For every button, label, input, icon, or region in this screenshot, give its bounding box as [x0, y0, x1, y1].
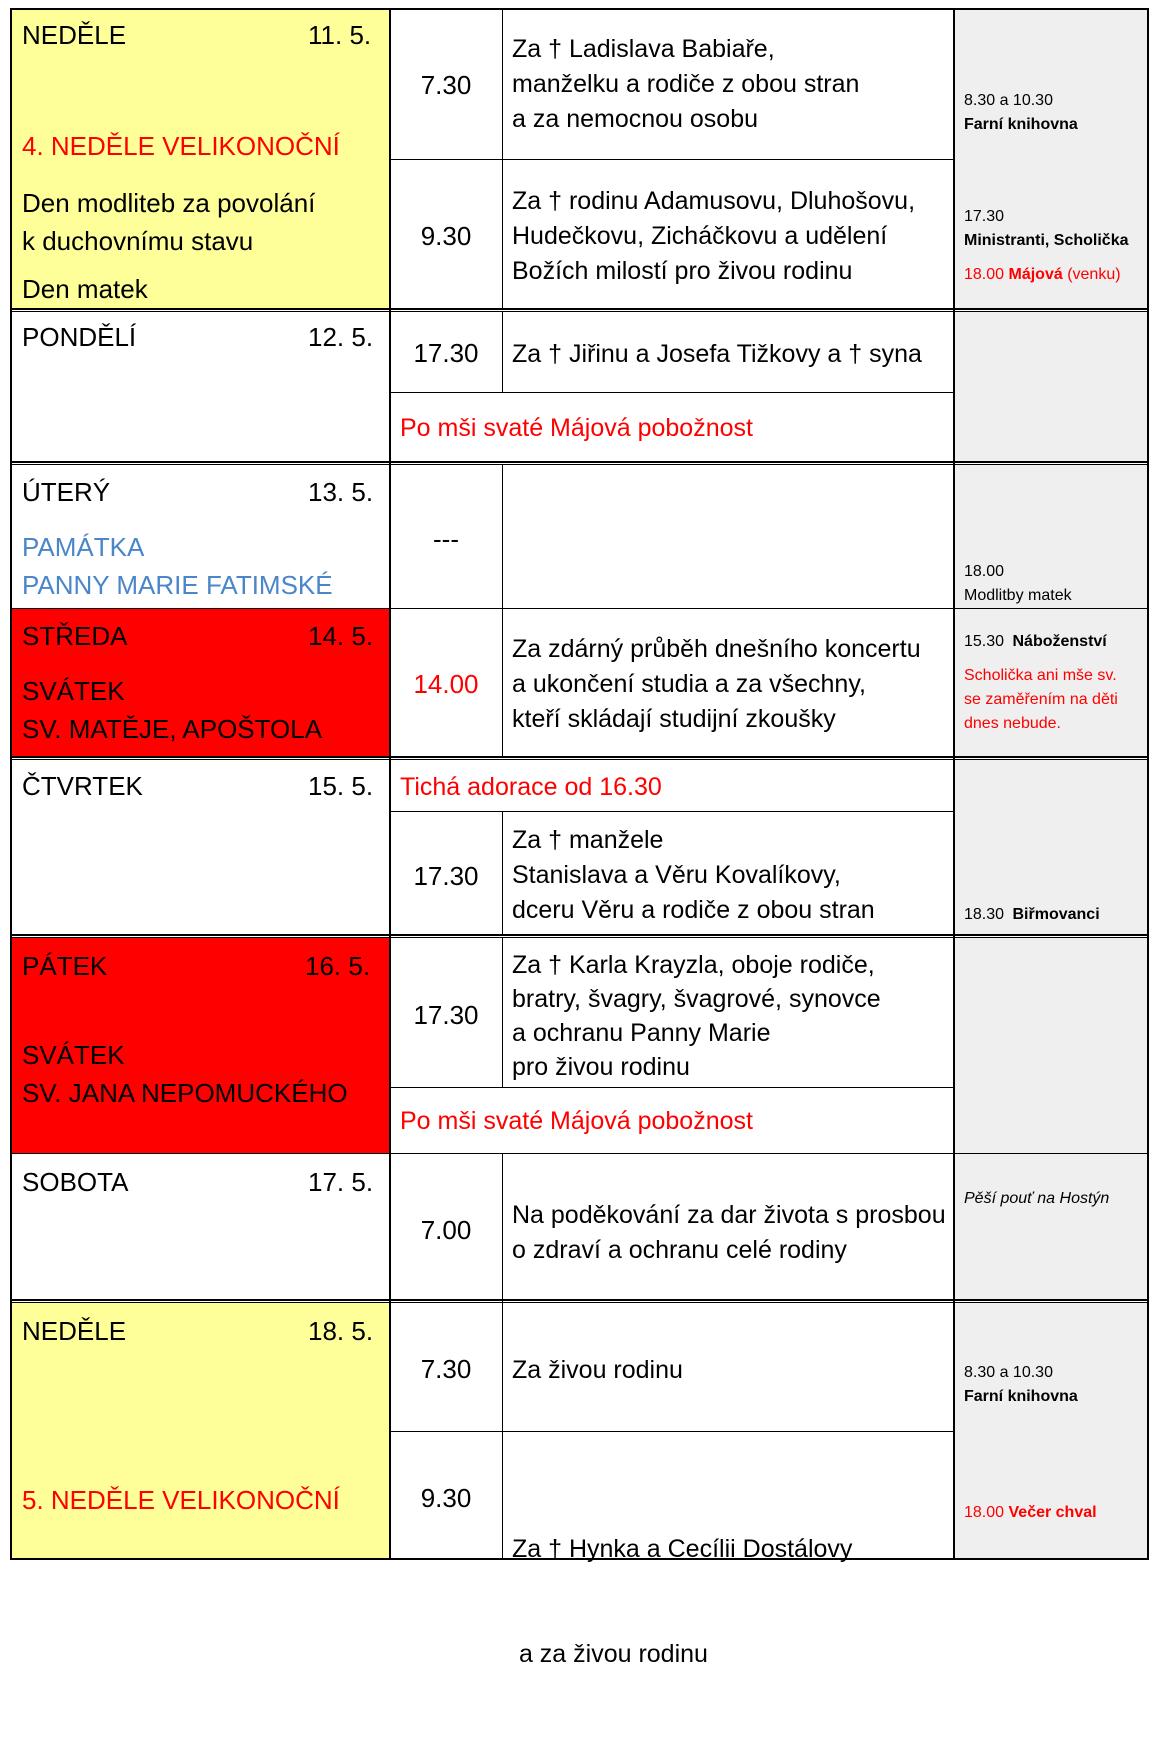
liturgical-title: PAMÁTKA	[22, 532, 145, 562]
grid-line	[10, 8, 1149, 10]
mass-time: 7.30	[420, 70, 472, 100]
grid-line	[953, 8, 955, 1560]
grid-line	[10, 934, 1149, 936]
note-time: 18.30	[964, 906, 1005, 923]
note-activity: Pěší pouť na Hostýn	[964, 1190, 1110, 1207]
liturgical-title: 5. NEDĚLE VELIKONOČNÍ	[22, 1485, 340, 1515]
day-date: 15. 5.	[308, 771, 374, 801]
note-time: 15.30	[964, 633, 1005, 650]
mass-time: 7.30	[420, 1354, 472, 1384]
day-note-line: k duchovnímu stavu	[22, 226, 254, 256]
intent-line: kteří skládají studijní zkoušky	[512, 705, 836, 733]
intent-line: Za † manžele	[512, 826, 664, 854]
mass-intention	[512, 337, 922, 372]
intent-line: a za nemocnou osobu	[512, 105, 759, 133]
after-mass-note: Po mši svaté Májová pobožnost	[400, 414, 753, 442]
note-time: 8.30 a 10.30	[964, 1364, 1053, 1381]
day-name: PONDĚLÍ	[22, 322, 137, 352]
note-time: 18.00	[964, 1504, 1005, 1521]
day-note-line: Den modliteb za povolání	[22, 188, 316, 218]
before-mass-note: Tichá adorace od 16.30	[400, 773, 662, 801]
day-date: 13. 5.	[308, 477, 374, 507]
grid-line	[10, 1302, 1149, 1303]
grid-line	[390, 159, 954, 160]
grid-line	[502, 312, 503, 393]
intent-line: Za † Hynka a Cecílii Dostálovy	[512, 1535, 853, 1563]
note-activity: Májová	[1008, 266, 1063, 283]
liturgical-title: SVÁTEK	[22, 1040, 125, 1070]
mass-time: 7.00	[420, 1215, 472, 1245]
note-detail: (venku)	[1067, 266, 1121, 283]
liturgical-title: SV. JANA NEPOMUCKÉHO	[22, 1078, 348, 1108]
grid-line	[10, 1299, 1149, 1301]
note-line	[964, 903, 1100, 927]
intent-line: Stanislava a Věru Kovalíkovy,	[512, 861, 841, 889]
note-time	[964, 263, 1121, 287]
mass-intention	[512, 632, 921, 737]
grid-line	[390, 1431, 954, 1432]
grid-line	[10, 311, 1149, 312]
liturgical-title: SV. MATĚJE, APOŠTOLA	[22, 714, 323, 744]
day-date: 12. 5.	[308, 322, 374, 352]
mass-intention	[512, 948, 881, 1084]
note-activity: Náboženství	[1012, 633, 1107, 650]
intent-line: Za živou rodinu	[512, 1356, 683, 1384]
intent-line: Za † Ladislava Babiaře,	[512, 35, 775, 63]
day-note-line: Den matek	[22, 274, 148, 304]
day-date: 18. 5.	[308, 1316, 374, 1346]
notes-bg-6	[954, 938, 1148, 1154]
note-activity: Farní knihovna	[964, 116, 1078, 133]
intent-line: Na poděkování za dar života s prosbou	[512, 1201, 946, 1229]
notes-bg-7	[954, 1154, 1148, 1300]
note-activity: Modlitby matek	[964, 587, 1072, 604]
day-name: NEDĚLE	[22, 20, 127, 50]
intent-line: o zdraví a ochranu celé rodiny	[512, 1236, 847, 1264]
grid-line	[1147, 8, 1149, 1560]
mass-intention	[512, 823, 875, 928]
note-time: 18.00	[964, 563, 1005, 580]
grid-line	[10, 756, 1149, 758]
intent-line: manželku a rodiče z obou stran	[512, 70, 860, 98]
day-date: 14. 5.	[308, 621, 374, 651]
grid-line	[10, 464, 1149, 465]
mass-time: ---	[433, 524, 459, 554]
liturgical-title: 4. NEDĚLE VELIKONOČNÍ	[22, 131, 340, 161]
mass-intention	[512, 1198, 946, 1268]
note-activity: Farní knihovna	[964, 1388, 1078, 1405]
grid-line	[390, 811, 954, 812]
day-date: 11. 5.	[308, 20, 372, 50]
intent-line: pro živou rodinu	[512, 1053, 690, 1081]
day-name: STŘEDA	[22, 621, 128, 651]
note-time-value: 18.00	[964, 266, 1005, 283]
grid-line	[10, 608, 1149, 609]
grid-line	[502, 812, 503, 936]
grid-line	[502, 465, 503, 757]
intent-line: Hudečkovu, Zicháčkovu a udělení	[512, 222, 888, 250]
day-name: SOBOTA	[22, 1167, 129, 1197]
intent-line: a za živou rodinu	[512, 1640, 708, 1668]
notes-bg-2	[954, 312, 1148, 462]
grid-line	[10, 759, 1149, 760]
mass-intention	[512, 1462, 852, 1742]
day-name: PÁTEK	[22, 951, 108, 981]
intent-line: Za † rodinu Adamusovu, Dluhošovu,	[512, 187, 916, 215]
grid-line	[10, 1153, 1149, 1154]
note-activity: Ministranti, Scholička	[964, 232, 1129, 249]
note-line	[964, 630, 1107, 654]
grid-line	[390, 1087, 954, 1088]
note-line	[964, 1501, 1097, 1525]
liturgical-title: SVÁTEK	[22, 676, 125, 706]
grid-line	[10, 461, 1149, 463]
intent-line: a ukončení studia a za všechny,	[512, 670, 866, 698]
note-warning: dnes nebude.	[964, 715, 1061, 732]
note-activity: Večer chval	[1008, 1504, 1097, 1521]
day-name: ÚTERÝ	[22, 477, 111, 507]
after-mass-note: Po mši svaté Májová pobožnost	[400, 1107, 753, 1135]
note-time: 8.30 a 10.30	[964, 92, 1053, 109]
mass-time: 14.00	[413, 669, 479, 699]
grid-line	[502, 1154, 503, 1560]
grid-line	[390, 392, 954, 393]
mass-time: 17.30	[413, 338, 479, 368]
note-warning: se zaměřením na děti	[964, 691, 1118, 708]
day-name: ČTVRTEK	[22, 771, 143, 801]
mass-intention	[512, 32, 859, 137]
day-date: 17. 5.	[308, 1167, 374, 1197]
grid-line	[10, 937, 1149, 938]
grid-line	[10, 8, 12, 1560]
intent-line: Za zdárný průběh dnešního koncertu	[512, 635, 921, 663]
note-warning: Scholička ani mše sv.	[964, 667, 1117, 684]
note-activity: Biřmovanci	[1012, 906, 1100, 923]
intent-line: dceru Věru a rodiče z obou stran	[512, 896, 875, 924]
mass-time: 17.30	[413, 861, 479, 891]
liturgical-title: PANNY MARIE FATIMSKÉ	[22, 570, 333, 600]
intent-line: bratry, švagry, švagrové, synovce	[512, 985, 881, 1013]
intent-line: Božích milostí pro živou rodinu	[512, 257, 853, 285]
mass-time: 17.30	[413, 1000, 479, 1030]
intent-line: Za † Karla Krayzla, oboje rodiče,	[512, 951, 875, 979]
mass-intention	[512, 184, 915, 289]
grid-line	[502, 938, 503, 1088]
day-date: 16. 5.	[305, 951, 371, 981]
mass-time: 9.30	[420, 221, 472, 251]
intent-line: Za † Jiřinu a Josefa Tižkovy a † syna	[512, 340, 922, 368]
mass-intention	[512, 1353, 683, 1388]
mass-time: 9.30	[420, 1483, 472, 1513]
intent-line: a ochranu Panny Marie	[512, 1019, 771, 1047]
day-name: NEDĚLE	[22, 1316, 127, 1346]
grid-line	[10, 308, 1149, 310]
note-time: 17.30	[964, 208, 1005, 225]
